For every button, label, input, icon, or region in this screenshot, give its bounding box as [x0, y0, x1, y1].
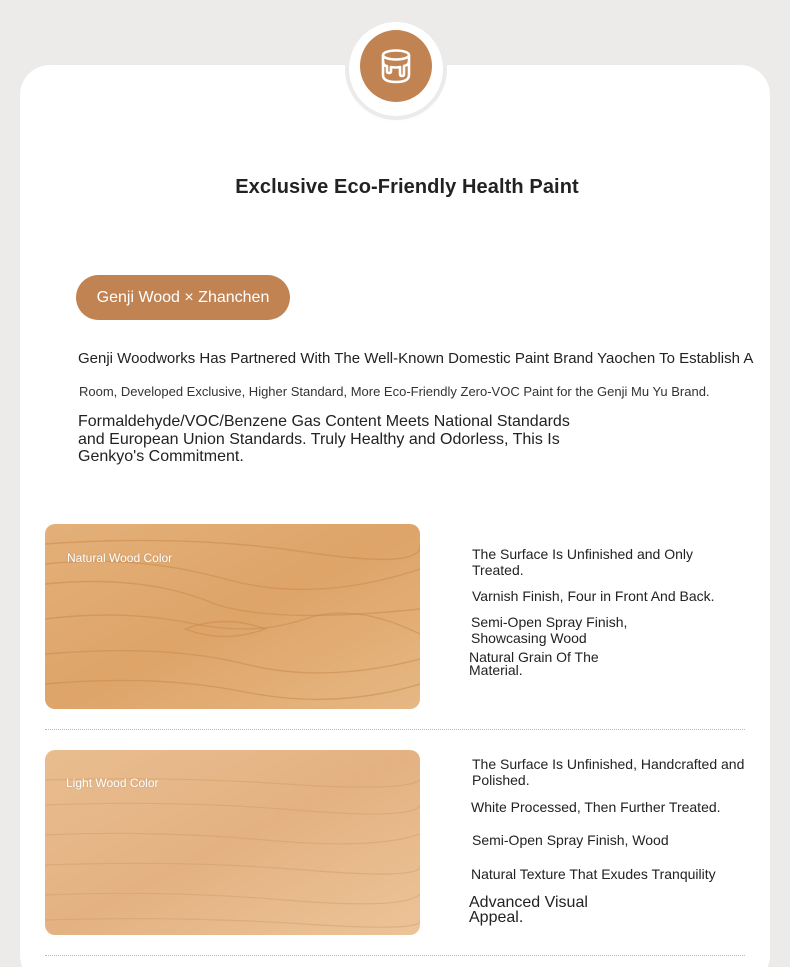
light-wood-swatch — [45, 750, 420, 935]
feature-text: Varnish Finish, Four in Front And Back. — [472, 588, 715, 604]
commitment-text: Formaldehyde/VOC/Benzene Gas Content Meets National Standards and European Union Standards. Truly Healthy and Odorless, This Is Genkyo's Commitment. — [78, 413, 570, 465]
natural-wood-swatch — [45, 524, 420, 709]
feature-text: White Processed, Then Further Treated. — [471, 799, 721, 815]
partnership-lead-text: Genji Woodworks Has Partnered With The Well-Known Domestic Paint Brand Yaochen To Establish A — [78, 350, 754, 367]
feature-text: Advanced Visual Appeal. — [469, 894, 588, 926]
paint-bucket-icon — [360, 30, 432, 102]
feature-text: The Surface Is Unfinished, Handcrafted and Polished. — [472, 756, 745, 788]
feature-text: Natural Texture That Exudes Tranquility — [471, 866, 716, 882]
feature-text: The Surface Is Unfinished and Only Treated. — [472, 546, 694, 578]
partnership-detail-text: Room, Developed Exclusive, Higher Standard, More Eco-Friendly Zero-VOC Paint for the Genji Mu Yu Brand. — [79, 384, 710, 399]
feature-text: Natural Grain Of The Material. — [469, 649, 599, 678]
feature-text: Semi-Open Spray Finish, Showcasing Wood — [471, 614, 628, 646]
swatch-label: Light Wood Color — [66, 776, 159, 790]
feature-text: Semi-Open Spray Finish, Wood — [472, 832, 669, 848]
page-title: Exclusive Eco-Friendly Health Paint — [235, 176, 579, 198]
divider — [45, 729, 745, 730]
divider — [45, 955, 745, 956]
swatch-label: Natural Wood Color — [67, 551, 173, 565]
partnership-pill: Genji Wood × Zhanchen — [76, 275, 290, 320]
